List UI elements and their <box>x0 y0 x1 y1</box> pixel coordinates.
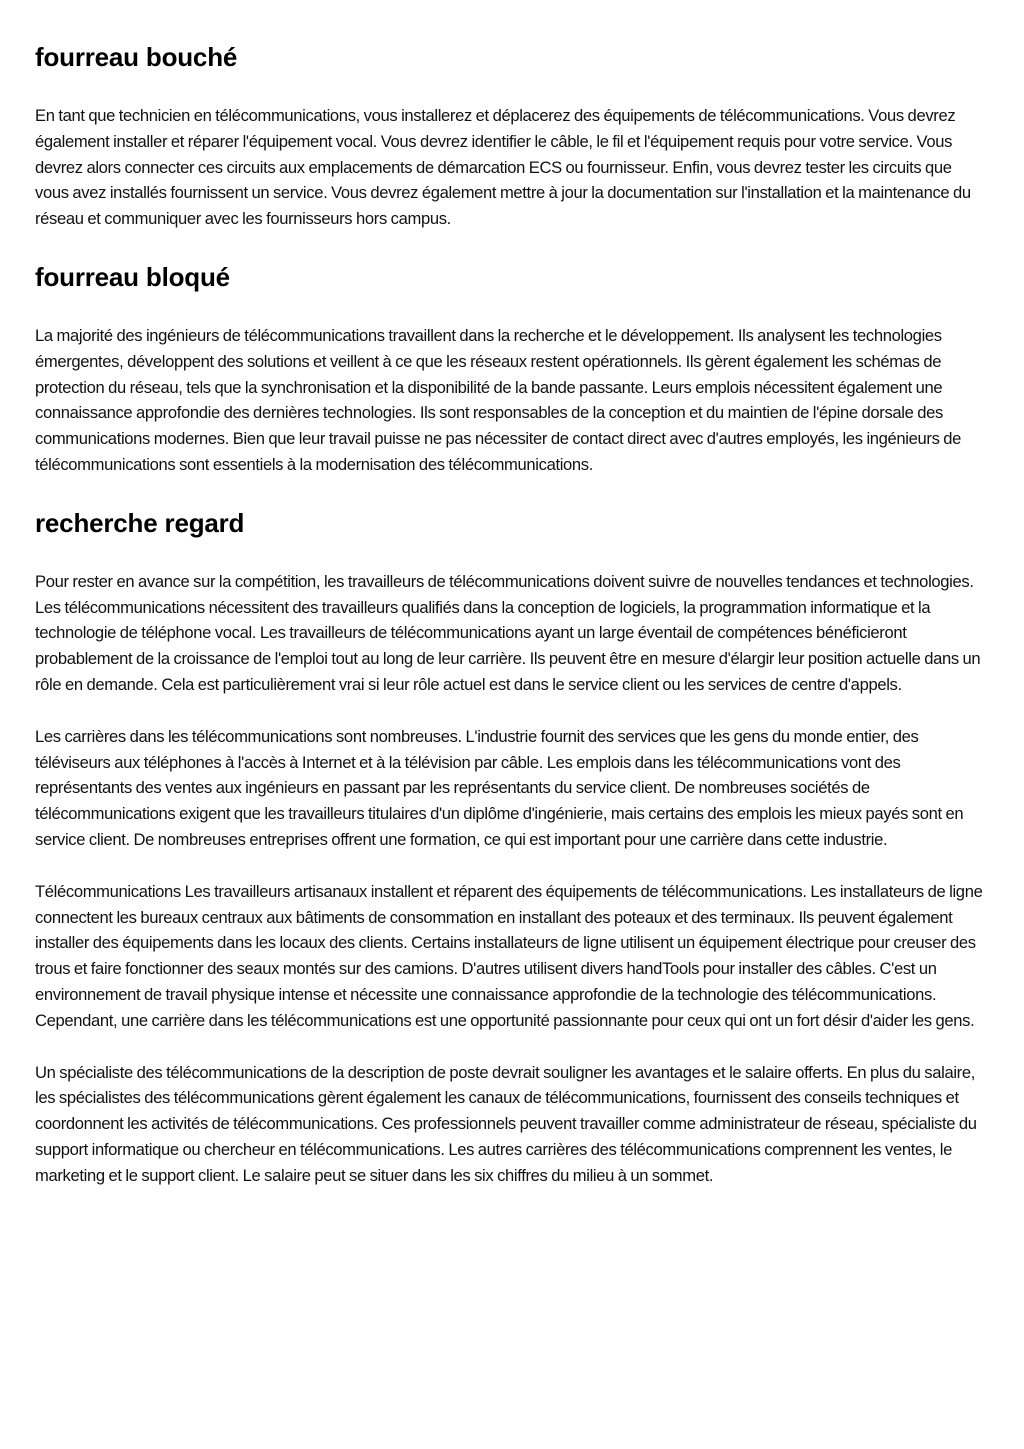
section-paragraph: La majorité des ingénieurs de télécommunications travaillent dans la recherche et le développement. Ils analysent les technologies émergentes, développent des solutions et veillent à ce que les réseaux restent opérationnels. Ils gèrent également les schémas de protection du réseau, tels que la synchronisation et la disponibilité de la bande passante. Leurs emplois nécessitent également une connaissance approfondie des dernières technologies. Ils sont responsables de la conception et du maintien de l'épine dorsale des communications modernes. Bien que leur travail puisse ne pas nécessiter de contact direct avec d'autres employés, les ingénieurs de télécommunications sont essentiels à la modernisation des télécommunications. <box>35 325 962 474</box>
section-fourreau-bloque <box>35 260 989 478</box>
section-heading: recherche regard <box>35 507 245 538</box>
section-recherche-regard <box>35 506 989 1189</box>
section-paragraph: Un spécialiste des télécommunications de la description de poste devrait souligner les avantages et le salaire offerts. En plus du salaire, les spécialistes des télécommunications gèrent également les canaux de télécommunications, fournissent des conseils techniques et coordonnent les activités de télécommunications. Ces professionnels peuvent travailler comme administrateur de réseau, spécialiste du support informatique ou chercheur en télécommunications. Les autres carrières des télécommunications comprennent les ventes, le marketing et le support client. Le salaire peut se situer dans les six chiffres du milieu à un sommet. <box>35 1062 977 1185</box>
section-heading: fourreau bloqué <box>35 261 230 292</box>
section-paragraph: Télécommunications Les travailleurs artisanaux installent et réparent des équipements de télécommunications. Les installateurs de ligne connectent les bureaux centraux aux bâtiments de consommation en installant des poteaux et des terminaux. Ils peuvent également installer des équipements dans les locaux des clients. Certains installateurs de ligne utilisent un équipement électrique pour creuser des trous et faire fonctionner des seaux montés sur des camions. D'autres utilisent divers handTools pour installer des câbles. C'est un environnement de travail physique intense et nécessite une connaissance approfondie de la technologie des télécommunications. Cependant, une carrière dans les télécommunications est une opportunité passionnante pour ceux qui ont un fort désir d'aider les gens. <box>35 881 983 1030</box>
section-fourreau-bouche <box>35 40 989 232</box>
section-heading: fourreau bouché <box>35 42 238 72</box>
section-paragraph: En tant que technicien en télécommunications, vous installerez et déplacerez des équipements de télécommunications. Vous devrez également installer et réparer l'équipement vocal. Vous devrez identifier le câble, le fil et l'équipement requis pour votre service. Vous devrez alors connecter ces circuits aux emplacements de démarcation ECS ou fournisseur. Enfin, vous devrez tester les circuits que vous avez installés fournissent un service. Vous devrez également mettre à jour la documentation sur l'installation et la maintenance du réseau et communiquer avec les fournisseurs hors campus. <box>35 106 971 229</box>
section-paragraph: Les carrières dans les télécommunications sont nombreuses. L'industrie fournit des services que les gens du monde entier, des téléviseurs aux téléphones à l'accès à Internet et à la télévision par câble. Les emplois dans les télécommunications vont des représentants des ventes aux ingénieurs en passant par les représentants du service client. De nombreuses sociétés de télécommunications exigent que les travailleurs titulaires d'un diplôme d'ingénierie, mais certains des emplois les mieux payés sont en service client. De nombreuses entreprises offrent une formation, ce qui est important pour une carrière dans cette industrie. <box>35 726 964 849</box>
section-paragraph: Pour rester en avance sur la compétition, les travailleurs de télécommunications doivent suivre de nouvelles tendances et technologies. Les télécommunications nécessitent des travailleurs qualifiés dans la conception de logiciels, la programmation informatique et la technologie de téléphone vocal. Les travailleurs de télécommunications ayant un large éventail de compétences bénéficieront probablement de la croissance de l'emploi tout au long de leur carrière. Ils peuvent être en mesure d'élargir leur position actuelle dans un rôle en demande. Cela est particulièrement vrai si leur rôle actuel est dans le service client ou les services de centre d'appels. <box>35 571 981 694</box>
